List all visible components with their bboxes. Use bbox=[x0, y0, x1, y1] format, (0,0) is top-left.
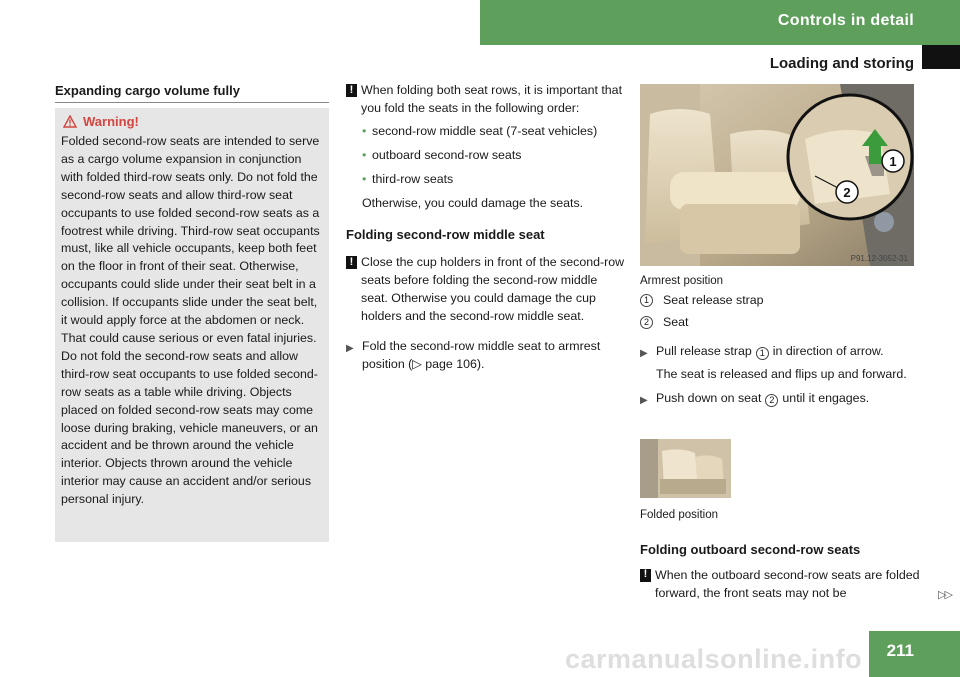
legend-item bbox=[640, 314, 920, 332]
middle-column bbox=[346, 82, 626, 374]
fold-order-list bbox=[362, 123, 626, 189]
legend-item bbox=[640, 292, 920, 310]
section-title: Controls in detail bbox=[777, 12, 914, 29]
warning-header bbox=[63, 114, 323, 129]
legend-label: Seat release strap bbox=[663, 293, 764, 307]
column-heading: Expanding cargo volume fully bbox=[55, 83, 329, 103]
svg-text:2: 2 bbox=[843, 185, 851, 200]
photo-caption: Armrest position bbox=[640, 275, 724, 287]
legend-label: Seat bbox=[663, 314, 689, 329]
step-text bbox=[656, 390, 869, 410]
section-header-bar bbox=[480, 0, 960, 45]
step-arrow-icon: ▶ bbox=[640, 348, 648, 359]
step-text-part: Push down on seat bbox=[656, 390, 762, 405]
outboard-section bbox=[640, 541, 920, 603]
seat-illustration bbox=[640, 84, 914, 266]
caution-note bbox=[346, 82, 626, 118]
legend bbox=[640, 292, 920, 336]
warning-text: Folded second-row seats are intended to serve as a cargo volume expansion in conjunction with folded third-row seats only. Do not fold the second-row seats and allow third-row seat occupants to use folded second-row seats as a footrest while driving. Third-row seat occupants must, like all vehicle occupants, keep both feet on the floor in front of their seat. Otherwise, occupants could slide under their seat belt in a collision. If occupants slide under the seat belt, it would apply force at the abdomen or neck. That could cause serious or even fatal injuries. Do not fold the second-row seats and allow third-row seat occupants to use folded second-row seats as a table while driving. Objects placed on folded second-row seats may come loose during braking, vehicle maneuvers, or an accident and be thrown around the vehicle interior. Objects thrown around the vehicle interior may cause an accident and/or serious personal injury. bbox=[61, 134, 320, 507]
callout-number: 1 bbox=[640, 294, 653, 307]
page-number-box bbox=[869, 631, 960, 677]
caution-note bbox=[640, 567, 920, 603]
caution-icon: ! bbox=[640, 569, 651, 582]
subsection-title: Loading and storing bbox=[769, 55, 914, 72]
folded-position-photo bbox=[640, 439, 731, 498]
svg-text:1: 1 bbox=[889, 154, 897, 169]
step-text: Fold the second-row middle seat to armrest position (▷ page 106). bbox=[362, 338, 601, 371]
caution-icon: ! bbox=[346, 256, 357, 269]
list-item: • outboard second-row seats bbox=[362, 147, 626, 165]
section-heading: Folding second-row middle seat bbox=[346, 227, 545, 243]
warning-box bbox=[55, 108, 329, 542]
callout-number: 2 bbox=[640, 316, 653, 329]
page-number: 211 bbox=[886, 641, 914, 660]
step-text-part: Pull release strap bbox=[656, 344, 752, 358]
step-arrow-icon: ▶ bbox=[640, 394, 648, 406]
callout-number: 2 bbox=[765, 394, 778, 407]
instruction-step bbox=[640, 343, 920, 363]
caution-icon: ! bbox=[346, 84, 357, 97]
caution-consequence: Otherwise, you could damage the seats. bbox=[362, 195, 584, 210]
instruction-step bbox=[640, 390, 920, 410]
instruction-step bbox=[346, 338, 626, 374]
caution-note bbox=[346, 254, 626, 326]
caution-text: Close the cup holders in front of the second-row seats before folding the second-row middle seat. Otherwise you could damage the cup holders and the second-row middle seat. bbox=[361, 255, 625, 324]
step-arrow-icon: ▶ bbox=[346, 342, 354, 354]
instructions bbox=[640, 343, 920, 410]
armrest-position-photo bbox=[640, 84, 914, 266]
folded-seat-illustration bbox=[640, 439, 731, 498]
continue-mark-icon: ▷▷ bbox=[938, 589, 951, 601]
header-tab-marker bbox=[922, 45, 960, 69]
section-heading: Folding outboard second-row seats bbox=[640, 542, 861, 557]
callout-number: 1 bbox=[756, 347, 769, 360]
caution-text: When the outboard second-row seats are folded forward, the front seats may not be bbox=[655, 567, 920, 600]
step-text-part: in direction of arrow. bbox=[772, 344, 884, 358]
step-text bbox=[656, 343, 884, 363]
step-text-part: until it engages. bbox=[782, 390, 870, 405]
step-result: The seat is released and flips up and forward. bbox=[656, 366, 907, 381]
warning-triangle-icon bbox=[63, 115, 77, 128]
caution-text: When folding both seat rows, it is important that you fold the seats in the following order: bbox=[361, 83, 623, 115]
warning-title: Warning! bbox=[83, 114, 139, 129]
photo-reference-code: P91.12-3052-31 bbox=[850, 254, 908, 263]
list-item: • third-row seats bbox=[362, 171, 626, 189]
watermark: carmanualsonline.info bbox=[565, 644, 863, 674]
list-item: • second-row middle seat (7-seat vehicles) bbox=[362, 123, 626, 141]
photo-caption: Folded position bbox=[640, 509, 718, 521]
